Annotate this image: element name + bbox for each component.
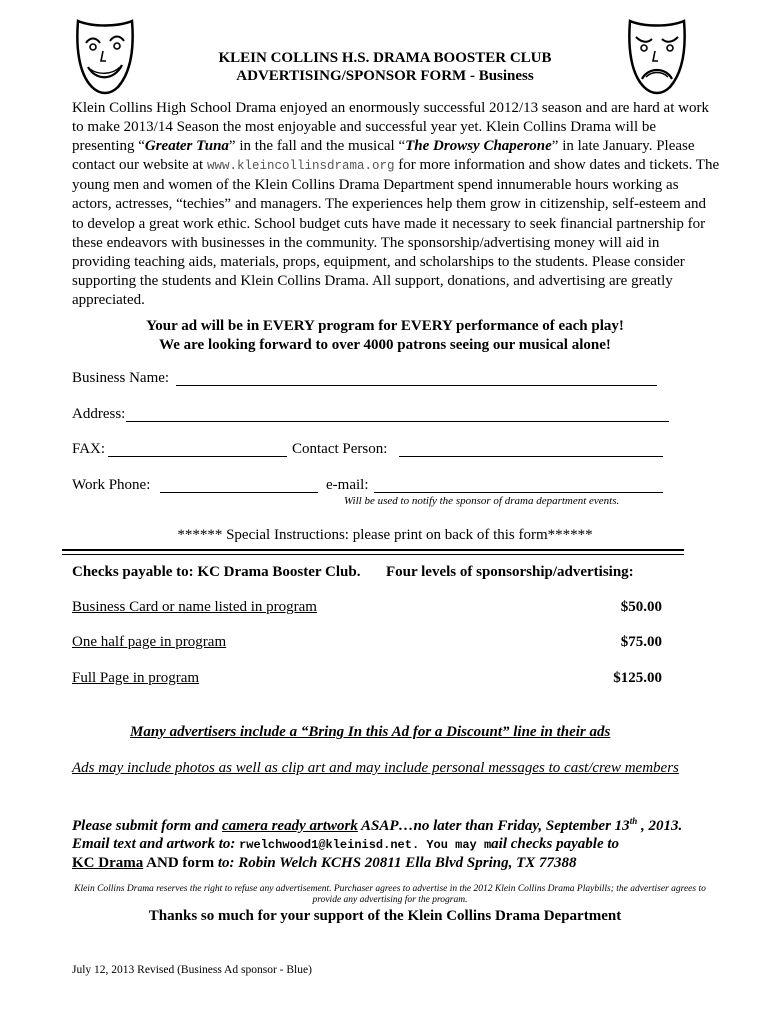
email-label: e-mail: (326, 477, 369, 493)
special-instructions: ****** Special Instructions: please print on back of this form****** (177, 527, 593, 543)
level-price: $75.00 (620, 634, 662, 650)
show-greater-tuna: Greater Tuna (144, 138, 229, 155)
submit-instructions (72, 812, 732, 872)
work-phone-label: Work Phone: (72, 477, 151, 493)
work-phone-field[interactable] (160, 477, 318, 493)
checks-payable-label: Checks payable to: KC Drama Booster Club. (72, 564, 361, 580)
contact-email[interactable]: rwelchwood1@kleinisd.net. You may m (239, 838, 492, 852)
email-field[interactable] (374, 477, 663, 493)
submit-line-3 (72, 854, 732, 872)
intro-text-2: ” in the fall and the musical “ (228, 138, 406, 155)
disclaimer: Klein Collins Drama reserves the right to refuse any advertisement. Purchaser agrees to advertise in the 2012 Klein Collins Drama Playbills; the advertiser agrees to provide any advertising for the program. (74, 884, 706, 905)
revision-footer: July 12, 2013 Revised (Business Ad sponsor - Blue) (72, 964, 312, 976)
submit-line-2 (72, 835, 732, 854)
date-suffix: th (629, 816, 638, 826)
level-name: Full Page in program (72, 670, 200, 686)
emphasis-line-2: We are looking forward to over 4000 patrons seeing our musical alone! (159, 337, 611, 353)
contact-person-field[interactable] (399, 441, 663, 457)
divider-top (62, 549, 684, 551)
and-form: AND form (143, 855, 218, 871)
photos-tip: Ads may include photos as well as clip art and may include personal messages to cast/crew members (72, 760, 679, 776)
thanks-message: Thanks so much for your support of the Klein Collins Drama Department (148, 908, 622, 924)
fax-label: FAX: (72, 441, 106, 457)
address-label: Address: (72, 406, 126, 422)
address-field[interactable] (126, 406, 669, 422)
emphasis-block (0, 317, 770, 355)
level-name: One half page in program (72, 634, 227, 650)
emphasis-line-1: Your ad will be in EVERY program for EVERY performance of each play! (146, 318, 624, 334)
submit-deadline: ASAP…no later than Friday, September 13 (357, 818, 630, 834)
level-price: $50.00 (620, 599, 662, 615)
intro-text-4: for more information and show dates and tickets. The young men and women of the Klein Collins Drama Department spend innumerable hours working as actors, actresses, “techies” and managers. The experiences help them grow in citizenship, self-esteem and to develop a great work ethic. School budget cuts have made it necessary to seek financial partnership for these endeavors with businesses in the community. The sponsorship/advertising money will aid in providing teaching aids, materials, props, equipment, and scholarships to the students. Please consider supporting the students and Klein Collins Drama. All support, donations, and advertising are greatly appreciated. (72, 157, 720, 308)
level-half-page (72, 634, 662, 651)
mailing-address: to: Robin Welch KCHS 20811 Ella Blvd Spring, TX 77388 (217, 855, 577, 871)
mail-instruction: ail checks payable to (491, 836, 620, 852)
form-title (0, 49, 770, 85)
fax-field[interactable] (108, 441, 287, 457)
kc-drama: KC Drama (72, 855, 144, 871)
discount-tip: Many advertisers include a “Bring In this Ad for a Discount” line in their ads (130, 724, 611, 740)
level-name: Business Card or name listed in program (72, 599, 317, 615)
camera-ready-artwork: camera ready artwork (222, 818, 358, 834)
title-line-2: ADVERTISING/SPONSOR FORM - Business (236, 68, 534, 84)
level-price: $125.00 (613, 670, 662, 686)
title-line-1: KLEIN COLLINS H.S. DRAMA BOOSTER CLUB (218, 50, 552, 66)
divider-bottom (62, 554, 684, 555)
submit-year: , 2013. (637, 818, 683, 834)
intro-text-3: ” in late January. Please contact our website at (72, 138, 695, 174)
email-note: Will be used to notify the sponsor of drama department events. (344, 495, 620, 507)
intro-text-1: Klein Collins High School Drama enjoyed an enormously successful 2012/13 season and are hard at work to make 2013/14 Season the most enjoyable and successful year yet. Klein Collins Drama will be presenting “ (72, 100, 709, 155)
website-link[interactable]: www.kleincollinsdrama.org (206, 159, 395, 174)
levels-label: Four levels of sponsorship/advertising: (386, 564, 634, 580)
email-instruction: Email text and artwork to: (72, 836, 240, 852)
intro-paragraph (72, 99, 720, 310)
contact-person-label: Contact Person: (292, 441, 388, 457)
business-name-field[interactable] (176, 370, 657, 386)
level-full-page (72, 670, 662, 687)
level-business-card (72, 599, 662, 616)
show-drowsy-chaperone: The Drowsy Chaperone (405, 138, 552, 155)
submit-text: Please submit form and (72, 818, 223, 834)
submit-line-1 (72, 812, 732, 835)
business-name-label: Business Name: (72, 370, 170, 386)
